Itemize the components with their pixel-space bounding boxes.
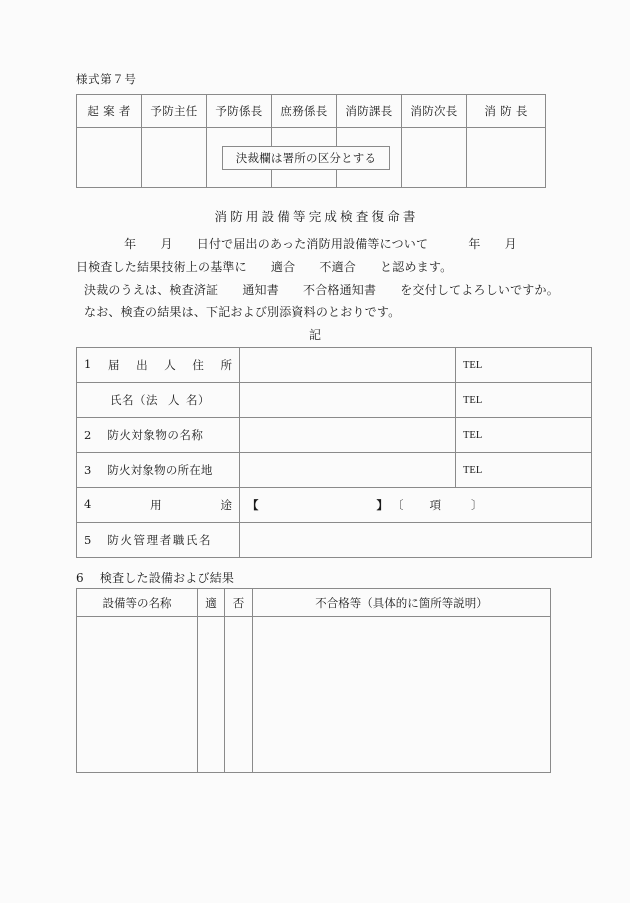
field-property-name-tel[interactable]	[456, 418, 592, 453]
label-property-location: 3 防火対象物の所在地	[77, 453, 240, 488]
usage-kakko-close: 〕	[471, 498, 483, 512]
approval-col-drafter: 起 案 者	[77, 95, 142, 128]
form-number: 様式第７号	[76, 72, 137, 86]
label-fire-manager: 5 防火管理者職氏名	[77, 523, 240, 558]
body-line-3: 決裁のうえは、検査済証 通知書 不合格通知書 を交付してよろしいですか。	[76, 283, 559, 297]
results-col-equipment-name: 設備等の名称	[77, 589, 198, 617]
approval-note-box: 決裁欄は署所の区分とする	[222, 146, 390, 170]
field-applicant-name[interactable]	[240, 383, 456, 418]
field-fire-manager[interactable]	[240, 523, 592, 558]
table-row	[77, 418, 592, 453]
field-applicant-address[interactable]	[240, 348, 456, 383]
table-row	[77, 453, 592, 488]
results-col-pass: 適	[198, 589, 225, 617]
usage-kakko-term: 項	[429, 498, 441, 512]
approval-table-header-row	[77, 95, 546, 128]
field-applicant-name-tel[interactable]	[456, 383, 592, 418]
table-row	[77, 348, 592, 383]
label-applicant-name: 氏名（法 人 名）	[77, 383, 240, 418]
label-usage: 4 用 途	[77, 488, 240, 523]
memo-marker: 記	[308, 328, 321, 342]
table-row	[77, 383, 592, 418]
usage-bracket-close: 】	[376, 498, 388, 512]
approval-cell-deputy-fire-chief[interactable]	[402, 128, 467, 188]
document-title: 消防用設備等完成検査復命書	[214, 209, 419, 224]
results-cell-failure-description[interactable]	[253, 617, 551, 773]
field-property-location-tel[interactable]	[456, 453, 592, 488]
body-line-4: なお、検査の結果は、下記および別添資料のとおりです。	[76, 305, 401, 319]
tel-label: TEL	[463, 465, 483, 476]
approval-cell-prevention-chief[interactable]	[142, 128, 207, 188]
section6-heading: 6 検査した設備および結果	[76, 571, 235, 585]
label-applicant-address: 1 届 出 人 住 所	[77, 348, 240, 383]
inspection-results-table	[76, 588, 551, 773]
results-header-row	[77, 589, 551, 617]
tel-label: TEL	[463, 395, 483, 406]
results-body-row	[77, 617, 551, 773]
field-property-location[interactable]	[240, 453, 456, 488]
body-line-1: 年 月 日付で届出のあった消防用設備等について 年 月	[76, 237, 517, 251]
field-applicant-address-tel[interactable]	[456, 348, 592, 383]
results-col-fail: 否	[225, 589, 253, 617]
field-property-name[interactable]	[240, 418, 456, 453]
approval-table	[76, 94, 546, 188]
approval-col-fire-division-head: 消防課長	[337, 95, 402, 128]
approval-col-prevention-chief: 予防主任	[142, 95, 207, 128]
label-property-name: 2 防火対象物の名称	[77, 418, 240, 453]
usage-bracket-open: 【	[247, 498, 259, 512]
approval-cell-fire-chief[interactable]	[467, 128, 546, 188]
particulars-table	[76, 347, 592, 558]
approval-col-prevention-section-head: 予防係長	[207, 95, 272, 128]
results-cell-fail[interactable]	[225, 617, 253, 773]
approval-col-general-affairs-section-head: 庶務係長	[272, 95, 337, 128]
field-usage[interactable]	[240, 488, 592, 523]
approval-col-deputy-fire-chief: 消防次長	[402, 95, 467, 128]
tel-label: TEL	[463, 430, 483, 441]
body-line-2: 日検査した結果技術上の基準に 適合 不適合 と認めます。	[76, 260, 453, 274]
results-cell-pass[interactable]	[198, 617, 225, 773]
results-col-failure-description: 不合格等（具体的に箇所等説明）	[253, 589, 551, 617]
approval-cell-drafter[interactable]	[77, 128, 142, 188]
results-cell-equipment-name[interactable]	[77, 617, 198, 773]
approval-col-fire-chief: 消 防 長	[467, 95, 546, 128]
table-row	[77, 523, 592, 558]
tel-label: TEL	[463, 360, 483, 371]
usage-kakko-open: 〔	[392, 498, 404, 512]
table-row	[77, 488, 592, 523]
